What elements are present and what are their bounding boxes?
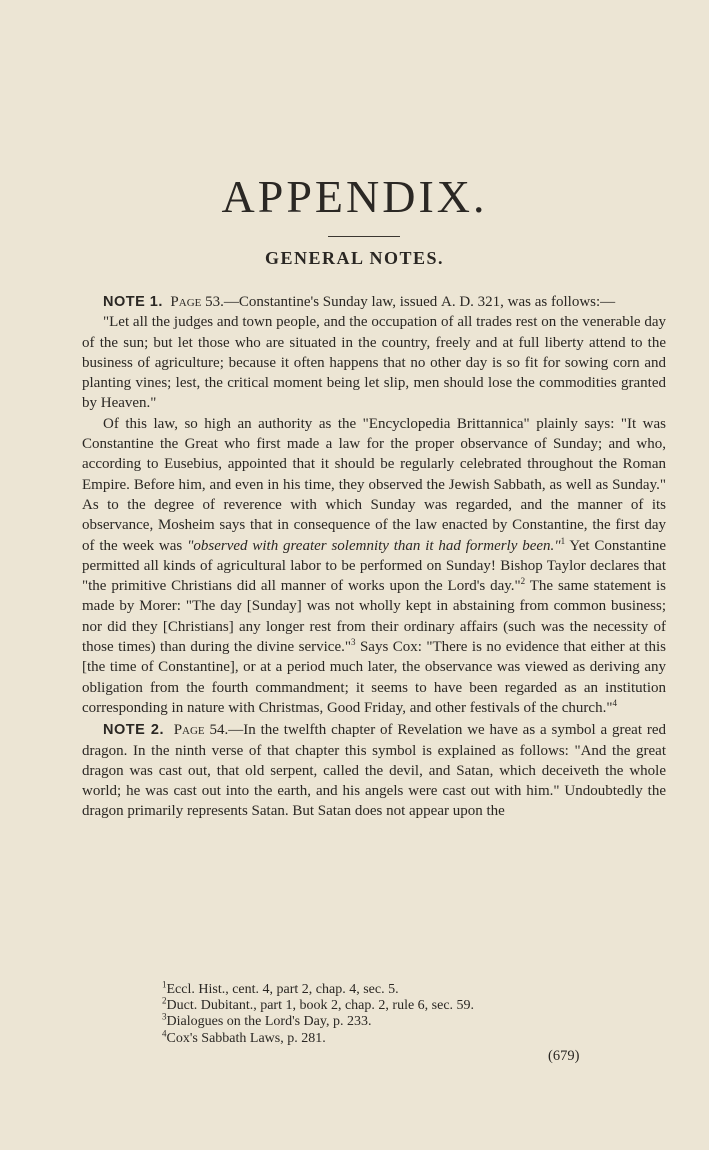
note2 [82,720,666,821]
note1-mosheim-quote: "observed with greater solemnity than it had formerly been." [187,537,561,554]
note1-para-a: Of this law, so high an authority as the "Encyclopedia Brittannica" plainly says: "It was Constantine the Great who first made a law for the proper observance of Sunday; and who, according to Eusebius, appointed that it should be regularly celebrated throughout the Roman Empire. Before him, and even in his time, they observed the Jewish Sabbath, as well as Sunday." As to the degree of reverence with which Sunday was regarded, and the manner of its observance, Mosheim says that in consequence of the law enacted by Constantine, the first day of the week was [82,415,666,554]
note2-page-ref: Page [173,722,205,739]
note1-intro-text: —Constantine's Sunday law, issued [223,294,438,310]
page-title: APPENDIX. [221,171,488,222]
note1-quote: "Let all the judges and town people, and the occupation of all trades rest on the venerable day of the sun; but let those who are situated in the country, freely and at full liberty attend to the business of agriculture; because it often happens that no other day is so fit for sowing corn and planting vines; lest, the critical moment being let slip, men should lose the commodities granted by Heaven." [82,314,666,412]
footnote-ref-4[interactable]: 4 [612,697,617,708]
note2-text: —In the twelfth chapter of Revelation we have as a symbol a great red dragon. In the ninth verse of that chapter this symbol is explained as follows: "And the great dragon was cast out, that old serpent, called the devil, and Satan, which deceiveth the whole world; he was cast out into the earth, and his angels were cast out with him." Undoubtedly the dragon primarily represents Satan. But Satan does not appear upon the [82,722,667,820]
note1-para-c: The same statement is made by Morer: "The day [Sunday] was not wholly kept in abstaining from common business; nor did they [Christians] any longer rest from their ordinary affairs (such was the necessity of those times) than during the divine service." [82,578,666,656]
note1-intro [82,292,666,312]
body-text [82,292,666,822]
note1-page-num: 53. [205,294,224,310]
note1-date-rest: 321, was as follows:— [477,294,616,310]
footnote-ref-3[interactable]: 3 [351,637,356,648]
footnote-3: $^3$Dialogues on the Lord's Day, p. 233. [162,1011,372,1030]
footnote-ref-1[interactable]: 1 [560,535,566,546]
note1-para-b: Yet Constantine permitted all kinds of agricultural labor to be performed on Sunday! Bishop Taylor declares that "the primitive Christians did all manner of works upon the Lord's day." [82,537,666,595]
footnote-2: $^2$Duct. Dubitant., part 1, book 2, chap. 2, rule 6, sec. 59. [162,995,475,1014]
note1-commentary [82,414,666,718]
note1-date-era: A. D. [441,294,474,310]
footnotes [162,979,642,1047]
page-number: (679) [548,1048,580,1064]
footnote-4: $^4$Cox's Sabbath Laws, p. 281. [162,1027,326,1046]
note1-page-ref: Page [170,294,202,310]
footnote-1: $^1$Eccl. Hist., cent. 4, part 2, chap. 4, sec. 5. [162,979,399,997]
note2-page-num: 54. [209,722,229,739]
note1-para-d: Says Cox: "There is no evidence that either at this [the time of Constantine], or at a period much later, the observance was viewed as deriving any obligation from the fourth commandment; it seems to have been regarded as an institution corresponding in nature with Christmas, Good Friday, and other festivals of the church." [82,639,667,716]
footnote-ref-2[interactable]: 2 [520,576,526,587]
note1-label: NOTE 1. [103,294,163,310]
note2-label: NOTE 2. [103,722,164,739]
title-rule [328,236,400,237]
section-subtitle: GENERAL NOTES. [264,248,445,268]
